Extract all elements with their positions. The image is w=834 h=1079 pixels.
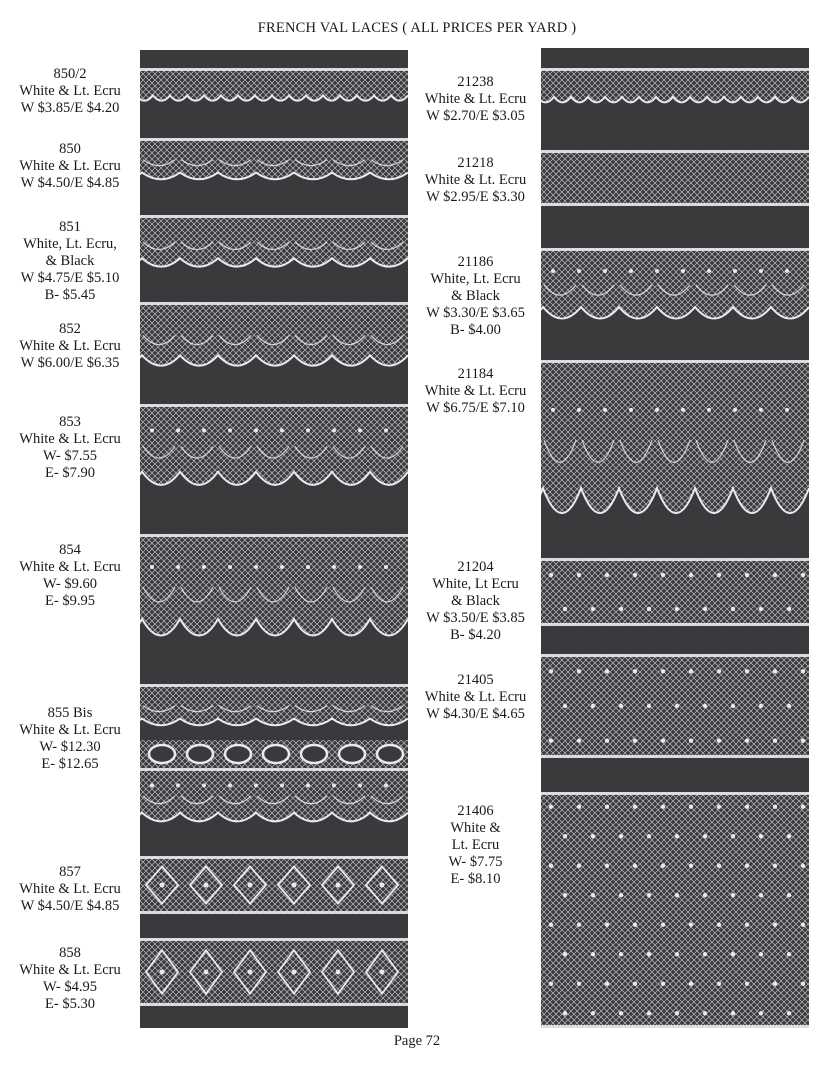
label-851 <box>0 219 140 304</box>
label-850 <box>0 141 140 192</box>
product-line: W $3.85/E $4.20 <box>20 100 120 116</box>
lace-sample-855-bis-insertion <box>140 740 408 768</box>
product-line: W $4.50/E $4.85 <box>20 175 120 191</box>
product-code: 21238 <box>457 74 494 90</box>
product-line: W $4.75/E $5.10 <box>20 270 120 286</box>
label-852 <box>0 321 140 372</box>
product-line: White & Lt. Ecru <box>19 881 121 897</box>
lace-sample-858 <box>140 938 408 1006</box>
product-line: White & Lt. Ecru <box>19 722 121 738</box>
product-line: W $2.70/E $3.05 <box>426 108 525 124</box>
product-code: 850/2 <box>53 66 87 82</box>
product-code: 21204 <box>457 559 494 575</box>
product-code: 21218 <box>457 155 494 171</box>
product-line: White & Lt. Ecru <box>19 338 121 354</box>
product-line: White, Lt Ecru <box>432 576 519 592</box>
product-line: W $2.95/E $3.30 <box>426 189 525 205</box>
product-line: W- $9.60 <box>43 576 97 592</box>
product-code: 855 Bis <box>47 705 93 721</box>
lace-sample-21406 <box>541 792 809 1028</box>
product-line: White & Lt. Ecru <box>19 83 121 99</box>
lace-sample-851 <box>140 215 408 275</box>
product-code: 857 <box>59 864 81 880</box>
product-line: White, Lt. Ecru, <box>23 236 117 252</box>
product-line: White & Lt. Ecru <box>19 431 121 447</box>
lace-sample-852 <box>140 302 408 376</box>
label-21184 <box>410 366 541 417</box>
lace-sample-850-2 <box>140 68 408 106</box>
product-code: 850 <box>59 141 81 157</box>
product-line: W- $4.95 <box>43 979 97 995</box>
product-line: W $3.30/E $3.65 <box>426 305 525 321</box>
lace-sample-850 <box>140 138 408 186</box>
label-21238 <box>410 74 541 125</box>
product-line: White & Lt. Ecru <box>19 158 121 174</box>
lace-photo-right <box>541 48 809 1028</box>
product-line: White & <box>450 820 501 836</box>
product-line: E- $7.90 <box>45 465 95 481</box>
lace-sample-21186 <box>541 248 809 330</box>
product-code: 853 <box>59 414 81 430</box>
label-21204 <box>410 559 541 644</box>
label-853 <box>0 414 140 482</box>
product-line: B- $5.45 <box>44 287 96 303</box>
product-line: White & Lt. Ecru <box>424 383 527 399</box>
lace-sample-21218 <box>541 150 809 206</box>
label-855-bis <box>0 705 140 773</box>
lace-sample-855-bis-top <box>140 684 408 732</box>
product-line: W $4.50/E $4.85 <box>20 898 120 914</box>
product-line: Lt. Ecru <box>451 837 500 853</box>
product-line: E- $9.95 <box>45 593 95 609</box>
product-line: White & Lt. Ecru <box>19 962 121 978</box>
product-code: 21184 <box>457 366 494 382</box>
product-line: W $3.50/E $3.85 <box>426 610 525 626</box>
product-line: White, Lt. Ecru <box>430 271 521 287</box>
product-line: W- $7.55 <box>43 448 97 464</box>
lace-sample-21204 <box>541 558 809 626</box>
label-854 <box>0 542 140 610</box>
product-line: W $4.30/E $4.65 <box>426 706 525 722</box>
product-code: 21405 <box>457 672 494 688</box>
product-code: 21186 <box>457 254 494 270</box>
lace-sample-857 <box>140 856 408 914</box>
lace-sample-21238 <box>541 68 809 108</box>
product-code: 854 <box>59 542 81 558</box>
product-line: E- $5.30 <box>45 996 95 1012</box>
product-line: White & Lt. Ecru <box>424 689 527 705</box>
product-line: White & Lt. Ecru <box>424 91 527 107</box>
lace-sample-854 <box>140 534 408 652</box>
product-line: W $6.00/E $6.35 <box>20 355 120 371</box>
product-line: B- $4.20 <box>450 627 501 643</box>
product-line: B- $4.00 <box>450 322 501 338</box>
product-line: E- $12.65 <box>41 756 99 772</box>
label-850-2 <box>0 66 140 117</box>
product-line: & Black <box>451 593 500 609</box>
label-857 <box>0 864 140 915</box>
product-line: & Black <box>45 253 95 269</box>
label-21406 <box>410 803 541 888</box>
product-line: W- $7.75 <box>448 854 503 870</box>
label-21218 <box>410 155 541 206</box>
lace-sample-21184 <box>541 360 809 538</box>
lace-sample-853 <box>140 404 408 498</box>
product-code: 21406 <box>457 803 494 819</box>
page-title: FRENCH VAL LACES ( ALL PRICES PER YARD ) <box>257 20 577 36</box>
product-code: 858 <box>59 945 81 961</box>
lace-sample-855-bis-bottom <box>140 768 408 830</box>
lace-sample-21405 <box>541 654 809 758</box>
product-line: E- $8.10 <box>450 871 501 887</box>
product-line: White & Lt. Ecru <box>19 559 121 575</box>
product-line: W- $12.30 <box>39 739 101 755</box>
label-858 <box>0 945 140 1013</box>
label-21186 <box>410 254 541 339</box>
product-line: W $6.75/E $7.10 <box>426 400 525 416</box>
label-21405 <box>410 672 541 723</box>
product-code: 852 <box>59 321 81 337</box>
product-line: & Black <box>451 288 500 304</box>
product-line: White & Lt. Ecru <box>424 172 527 188</box>
product-code: 851 <box>59 219 81 235</box>
page-number: Page 72 <box>393 1033 441 1049</box>
lace-photo-left <box>140 50 408 1028</box>
